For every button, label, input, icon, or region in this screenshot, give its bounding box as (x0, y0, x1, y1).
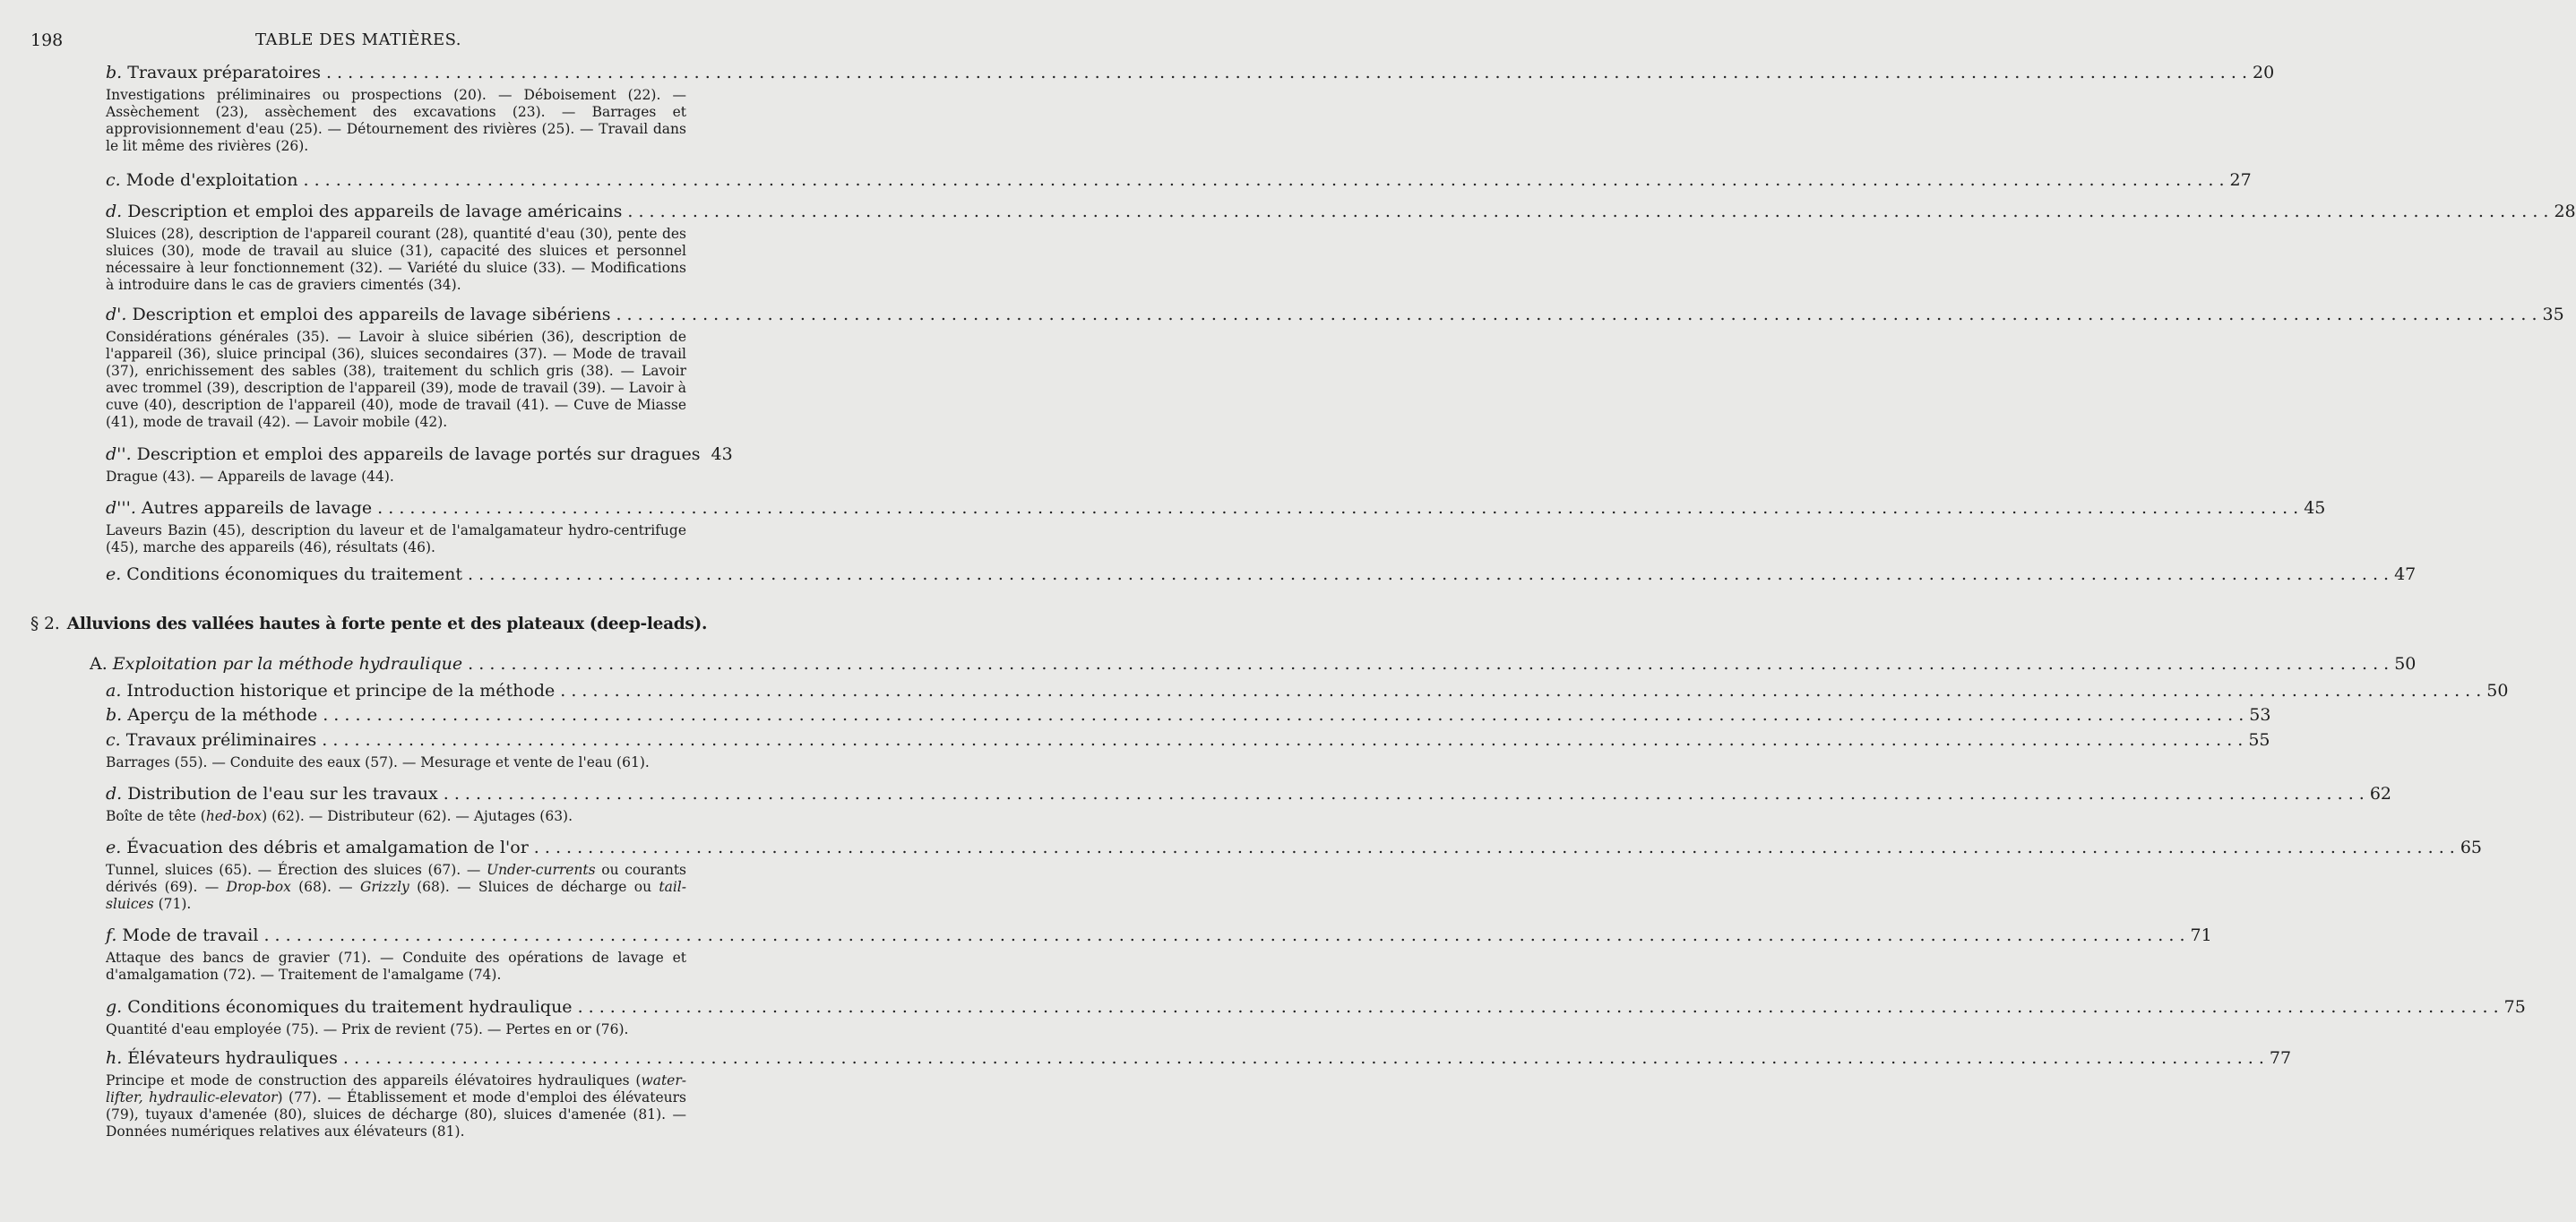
desc-term: tail-sluices (106, 879, 686, 912)
entry-heading (106, 444, 733, 464)
entry-description: Barrages (55). — Conduite des eaux (57). — Mesurage et vente de l'eau (61). (106, 754, 650, 770)
toc-entry-d1-siberiens (106, 305, 2564, 431)
entry-title: Travaux préliminaires (125, 730, 317, 750)
desc-text: Tunnel, sluices (65). — Érection des sluices (67). — (106, 862, 487, 878)
entry-heading (106, 784, 2391, 804)
entry-title: Distribution de l'eau sur les travaux (127, 784, 438, 804)
toc-entry-a-introduction (106, 681, 2509, 701)
entry-page: 53 (2249, 705, 2271, 725)
toc-entry-g-conditions (106, 997, 2526, 1038)
dot-leader (468, 654, 2389, 674)
desc-text: ou courants dérivés (69). — (106, 862, 687, 895)
toc-entry-f-mode-travail (106, 925, 2212, 984)
entry-title: Mode d'exploitation (125, 170, 298, 190)
entry-heading (106, 498, 2326, 518)
dot-leader (616, 305, 2537, 324)
entry-label: d. (106, 202, 123, 221)
dot-leader (323, 705, 2244, 725)
entry-heading (106, 305, 2564, 324)
entry-page: 35 (2542, 305, 2564, 324)
entry-page: 47 (2394, 564, 2417, 584)
section-heading (30, 615, 708, 633)
dot-leader (263, 925, 2184, 945)
desc-term: Grizzly (359, 879, 409, 895)
dot-leader (627, 202, 2548, 221)
dot-leader (578, 997, 2499, 1017)
desc-text: (71). (153, 896, 192, 912)
toc-entry-b-apercu (106, 705, 2271, 725)
entry-heading (106, 997, 2526, 1017)
entry-page: 71 (2190, 925, 2212, 945)
entry-label: a. (106, 681, 122, 701)
dot-leader (326, 63, 2247, 82)
entry-page: 62 (2369, 784, 2391, 804)
entry-label: c. (106, 730, 121, 750)
part-page: 50 (2394, 654, 2417, 674)
entry-label: b. (106, 705, 123, 725)
dot-leader (322, 730, 2243, 750)
toc-part-a (90, 654, 2417, 674)
dot-leader (560, 681, 2481, 701)
entry-description: Considérations générales (35). — Lavoir à sluice sibérien (36), description de l'appareil (36), sluice principal (36), sluices secondaires (37). — Mode de travail (37), enrichissement des sables (38), traitement du schlich gris (38). — Lavoir avec trommel (39), description de l'appareil (39), mode de travail (39). — Lavoir à cuve (40), description de l'appareil (40), mode de travail (41). — Cuve de Miasse (41), mode de travail (42). — Lavoir mobile (42). (106, 329, 686, 430)
entry-title: Mode de travail (122, 925, 259, 945)
entry-title: Description et emploi des appareils de lavage américains (127, 202, 623, 221)
toc-entry-e-evacuation (106, 838, 2483, 913)
entry-page: 77 (2269, 1048, 2292, 1068)
desc-term: Drop-box (226, 879, 291, 895)
entry-label: d. (106, 784, 123, 804)
entry-title: Autres appareils de lavage (141, 498, 373, 518)
toc-entry-c-travaux-preliminaires (106, 730, 2270, 771)
entry-label: e. (106, 564, 122, 584)
running-title: TABLE DES MATIÈRES. (255, 30, 461, 49)
toc-entry-d-americains (106, 202, 2576, 294)
desc-text: Boîte de tête ( (106, 808, 206, 824)
entry-page: 27 (2229, 170, 2252, 190)
dot-leader (343, 1048, 2264, 1068)
part-title: Exploitation par la méthode hydraulique (112, 654, 463, 674)
entry-description (106, 1072, 686, 1140)
entry-label: d'. (106, 305, 127, 324)
entry-label: d''. (106, 444, 132, 464)
page-number: 198 (30, 30, 64, 50)
entry-title: Aperçu de la méthode (127, 705, 318, 725)
desc-text: ) (77). — Établissement et mode d'emploi des élévateurs (79), tuyaux d'amenée (80), sluices de décharge (80), sluices d'amenée (81). — Données numériques relatives aux élévateurs (81). (106, 1089, 686, 1140)
entry-heading (106, 838, 2483, 857)
entry-page: 55 (2248, 730, 2270, 750)
entry-title: Conditions économiques du traitement hydraulique (127, 997, 573, 1017)
entry-description (106, 862, 686, 913)
toc-entry-e-conditions (106, 564, 2417, 584)
entry-heading (106, 170, 2252, 190)
toc-entry-d3-autres (106, 498, 2326, 556)
entry-title: Description et emploi des appareils de lavage sibériens (132, 305, 611, 324)
entry-heading (106, 1048, 2292, 1068)
entry-page: 65 (2460, 838, 2483, 857)
entry-title: Travaux préparatoires (127, 63, 321, 82)
entry-title: Élévateurs hydrauliques (127, 1048, 338, 1068)
entry-title: Description et emploi des appareils de lavage portés sur dragues (136, 444, 701, 464)
toc-entry-c-mode (106, 170, 2252, 190)
desc-term: hed-box (205, 808, 263, 824)
entry-description: Sluices (28), description de l'appareil courant (28), quantité d'eau (30), pente des sluices (30), mode de travail au sluice (31), capacité des sluices et personnel nécessaire à leur fonctionnement (32). — Variété du sluice (33). — Modifications à introduire dans le cas de graviers cimentés (34). (106, 226, 686, 293)
entry-heading (106, 730, 2270, 750)
dot-leader (303, 170, 2224, 190)
entry-page: 43 (711, 444, 733, 464)
entry-heading (106, 564, 2417, 584)
entry-description (106, 808, 686, 825)
entry-description: Investigations préliminaires ou prospections (20). — Déboisement (22). — Assèchement (23), assèchement des excavations (23). — Barrages et approvisionnement d'eau (25). — Détournement des rivières (25). — Travail dans le lit même des rivières (26). (106, 87, 686, 154)
entry-label: c. (106, 170, 121, 190)
toc-entry-d-distribution (106, 784, 2391, 825)
entry-heading (106, 705, 2271, 725)
entry-label: h. (106, 1048, 123, 1068)
dot-leader (377, 498, 2298, 518)
entry-heading (106, 925, 2212, 945)
dot-leader (444, 784, 2365, 804)
entry-description: Drague (43). — Appareils de lavage (44). (106, 469, 394, 485)
entry-label: g. (106, 997, 123, 1017)
desc-text: Principe et mode de construction des appareils élévatoires hydrauliques ( (106, 1072, 642, 1089)
entry-heading (106, 63, 2275, 82)
entry-label: b. (106, 63, 123, 82)
entry-page: 75 (2503, 997, 2526, 1017)
entry-description: Quantité d'eau employée (75). — Prix de revient (75). — Pertes en or (76). (106, 1021, 629, 1037)
entry-description: Laveurs Bazin (45), description du laveur et de l'amalgamateur hydro-centrifuge (45), marche des appareils (46), résultats (46). (106, 522, 686, 555)
toc-entry-h-elevateurs (106, 1048, 2292, 1140)
desc-term: Under-currents (487, 862, 596, 878)
part-label: A. (90, 654, 108, 674)
entry-title: Introduction historique et principe de la méthode (126, 681, 556, 701)
entry-page: 28 (2554, 202, 2576, 221)
desc-text: (68). — Sluices de décharge ou (409, 879, 659, 895)
desc-text: ) (62). — Distributeur (62). — Ajutages (63). (262, 808, 573, 824)
dot-leader (534, 838, 2455, 857)
entry-heading (106, 202, 2576, 221)
entry-page: 50 (2486, 681, 2509, 701)
entry-label: e. (106, 838, 122, 857)
entry-page: 20 (2253, 63, 2275, 82)
entry-title: Conditions économiques du traitement (126, 564, 463, 584)
part-heading (90, 654, 2417, 674)
section-number: § 2. (30, 615, 60, 633)
toc-entry-d2-dragues (106, 444, 733, 486)
entry-heading (106, 681, 2509, 701)
entry-label: d'''. (106, 498, 136, 518)
page-header (0, 30, 717, 56)
entry-description: Attaque des bancs de gravier (71). — Conduite des opérations de lavage et d'amalgamation (72). — Traitement de l'amalgame (74). (106, 950, 686, 983)
section-title: Alluvions des vallées hautes à forte pente et des plateaux (deep-leads). (66, 615, 708, 633)
entry-label: f. (106, 925, 117, 945)
desc-text: (68). — (290, 879, 360, 895)
entry-title: Évacuation des débris et amalgamation de l'or (126, 838, 529, 857)
toc-entry-b-travaux (106, 63, 2275, 155)
desc-term: water-lifter, hydraulic-elevator (106, 1072, 686, 1106)
entry-page: 45 (2304, 498, 2326, 518)
dot-leader (468, 564, 2389, 584)
